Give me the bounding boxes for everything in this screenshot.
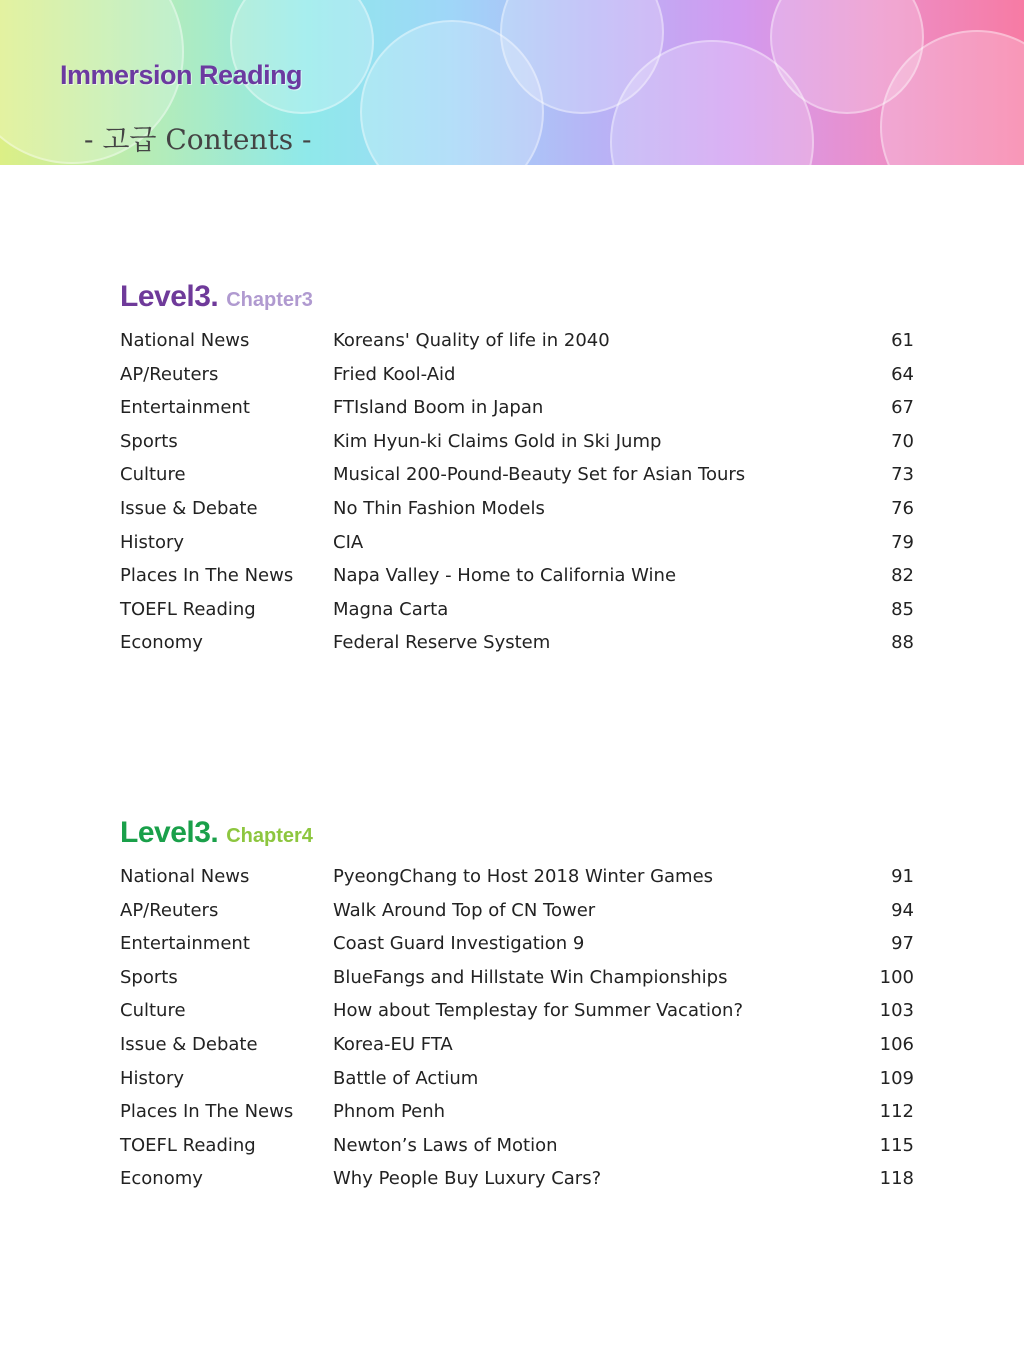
- toc-title: FTIsland Boom in Japan: [333, 397, 544, 419]
- level-label: Level3.: [120, 280, 219, 313]
- brand-logo: Immersion Reading: [60, 60, 303, 90]
- toc-title: Walk Around Top of CN Tower: [333, 899, 596, 921]
- toc-row: [120, 593, 920, 627]
- toc-title: BlueFangs and Hillstate Win Championships: [333, 966, 728, 988]
- decorative-bubble: [230, 0, 374, 114]
- toc-row: [120, 391, 920, 425]
- toc-row: [120, 425, 920, 459]
- toc-category: AP/Reuters: [120, 363, 219, 385]
- toc-category: Places In The News: [120, 565, 294, 587]
- toc-category: Entertainment: [120, 933, 250, 955]
- toc-row: [120, 961, 920, 995]
- toc-title: Battle of Actium: [333, 1067, 479, 1089]
- toc-row: [120, 559, 920, 593]
- toc-page-number: 64: [891, 363, 914, 385]
- toc-title: No Thin Fashion Models: [333, 497, 545, 519]
- toc-category: History: [120, 1067, 185, 1089]
- toc-category: Culture: [120, 464, 186, 486]
- toc-row: [120, 1062, 920, 1096]
- toc-section-chapter3: [120, 280, 920, 660]
- toc-page-number: 97: [891, 933, 914, 955]
- toc-title: Coast Guard Investigation 9: [333, 933, 585, 955]
- toc-category: National News: [120, 330, 250, 351]
- toc-category: Culture: [120, 1000, 186, 1022]
- toc-category: Places In The News: [120, 1101, 294, 1123]
- toc-page-number: 82: [891, 565, 914, 587]
- toc-title: Koreans' Quality of life in 2040: [333, 330, 610, 351]
- toc-page-number: 103: [879, 1000, 914, 1022]
- toc-category: TOEFL Reading: [120, 598, 256, 620]
- toc-page-number: 94: [891, 899, 914, 921]
- chapter-label: Chapter4: [226, 825, 313, 847]
- toc-row: [120, 1129, 920, 1163]
- toc-title: CIA: [333, 531, 364, 553]
- toc-title: Fried Kool-Aid: [333, 363, 456, 385]
- toc-category: History: [120, 531, 185, 553]
- toc-category: Sports: [120, 966, 178, 988]
- level-label: Level3.: [120, 816, 219, 849]
- toc-category: Economy: [120, 1168, 203, 1190]
- toc-row: [120, 526, 920, 560]
- toc-title: Korea-EU FTA: [333, 1033, 453, 1055]
- toc-row: [120, 358, 920, 392]
- toc-page-number: 70: [891, 430, 914, 452]
- toc-row: [120, 626, 920, 660]
- toc-category: Sports: [120, 430, 178, 452]
- toc-row: [120, 1162, 920, 1196]
- toc-row: [120, 894, 920, 928]
- toc-page-number: 118: [879, 1168, 914, 1190]
- toc-title: Newton’s Laws of Motion: [333, 1134, 558, 1156]
- toc-row: [120, 860, 920, 894]
- toc-page-number: 115: [879, 1134, 914, 1156]
- toc-title: How about Templestay for Summer Vacation?: [333, 1000, 744, 1022]
- toc-page-number: 112: [879, 1101, 914, 1123]
- toc-page-number: 85: [891, 598, 914, 620]
- toc-category: Issue & Debate: [120, 1033, 258, 1055]
- toc-category: TOEFL Reading: [120, 1134, 256, 1156]
- header-banner: [0, 0, 1024, 165]
- toc-row: [120, 1028, 920, 1062]
- toc-page-number: 88: [891, 632, 914, 654]
- page-title: - 고급 Contents -: [84, 123, 312, 156]
- toc-row: [120, 324, 920, 358]
- toc-title: Magna Carta: [333, 598, 449, 620]
- toc-row: [120, 927, 920, 961]
- toc-category: Entertainment: [120, 397, 250, 419]
- toc-category: Issue & Debate: [120, 497, 258, 519]
- toc-title: PyeongChang to Host 2018 Winter Games: [333, 866, 714, 887]
- toc-page-number: 79: [891, 531, 914, 553]
- toc-title: Musical 200-Pound-Beauty Set for Asian Tours: [333, 464, 746, 486]
- toc-page-number: 106: [879, 1033, 914, 1055]
- toc-row: [120, 492, 920, 526]
- toc-section-chapter4: [120, 816, 920, 1196]
- section-heading: [120, 280, 920, 324]
- toc-page-number: 73: [891, 464, 914, 486]
- toc-title: Kim Hyun-ki Claims Gold in Ski Jump: [333, 430, 662, 452]
- toc-title: Why People Buy Luxury Cars?: [333, 1168, 602, 1190]
- toc-row: [120, 994, 920, 1028]
- toc-title: Phnom Penh: [333, 1101, 446, 1123]
- section-heading: [120, 816, 920, 860]
- toc-category: AP/Reuters: [120, 899, 219, 921]
- toc-page-number: 91: [891, 866, 914, 887]
- toc-page-number: 76: [891, 497, 914, 519]
- toc-row: [120, 458, 920, 492]
- toc-page-number: 109: [879, 1067, 914, 1089]
- toc-page-number: 100: [879, 966, 914, 988]
- toc-row: [120, 1095, 920, 1129]
- chapter-label: Chapter3: [226, 289, 313, 311]
- toc-page-number: 67: [891, 397, 914, 419]
- toc-page-number: 61: [891, 330, 914, 351]
- toc-title: Federal Reserve System: [333, 632, 551, 654]
- toc-category: National News: [120, 866, 250, 887]
- toc-title: Napa Valley - Home to California Wine: [333, 565, 677, 587]
- toc-category: Economy: [120, 632, 203, 654]
